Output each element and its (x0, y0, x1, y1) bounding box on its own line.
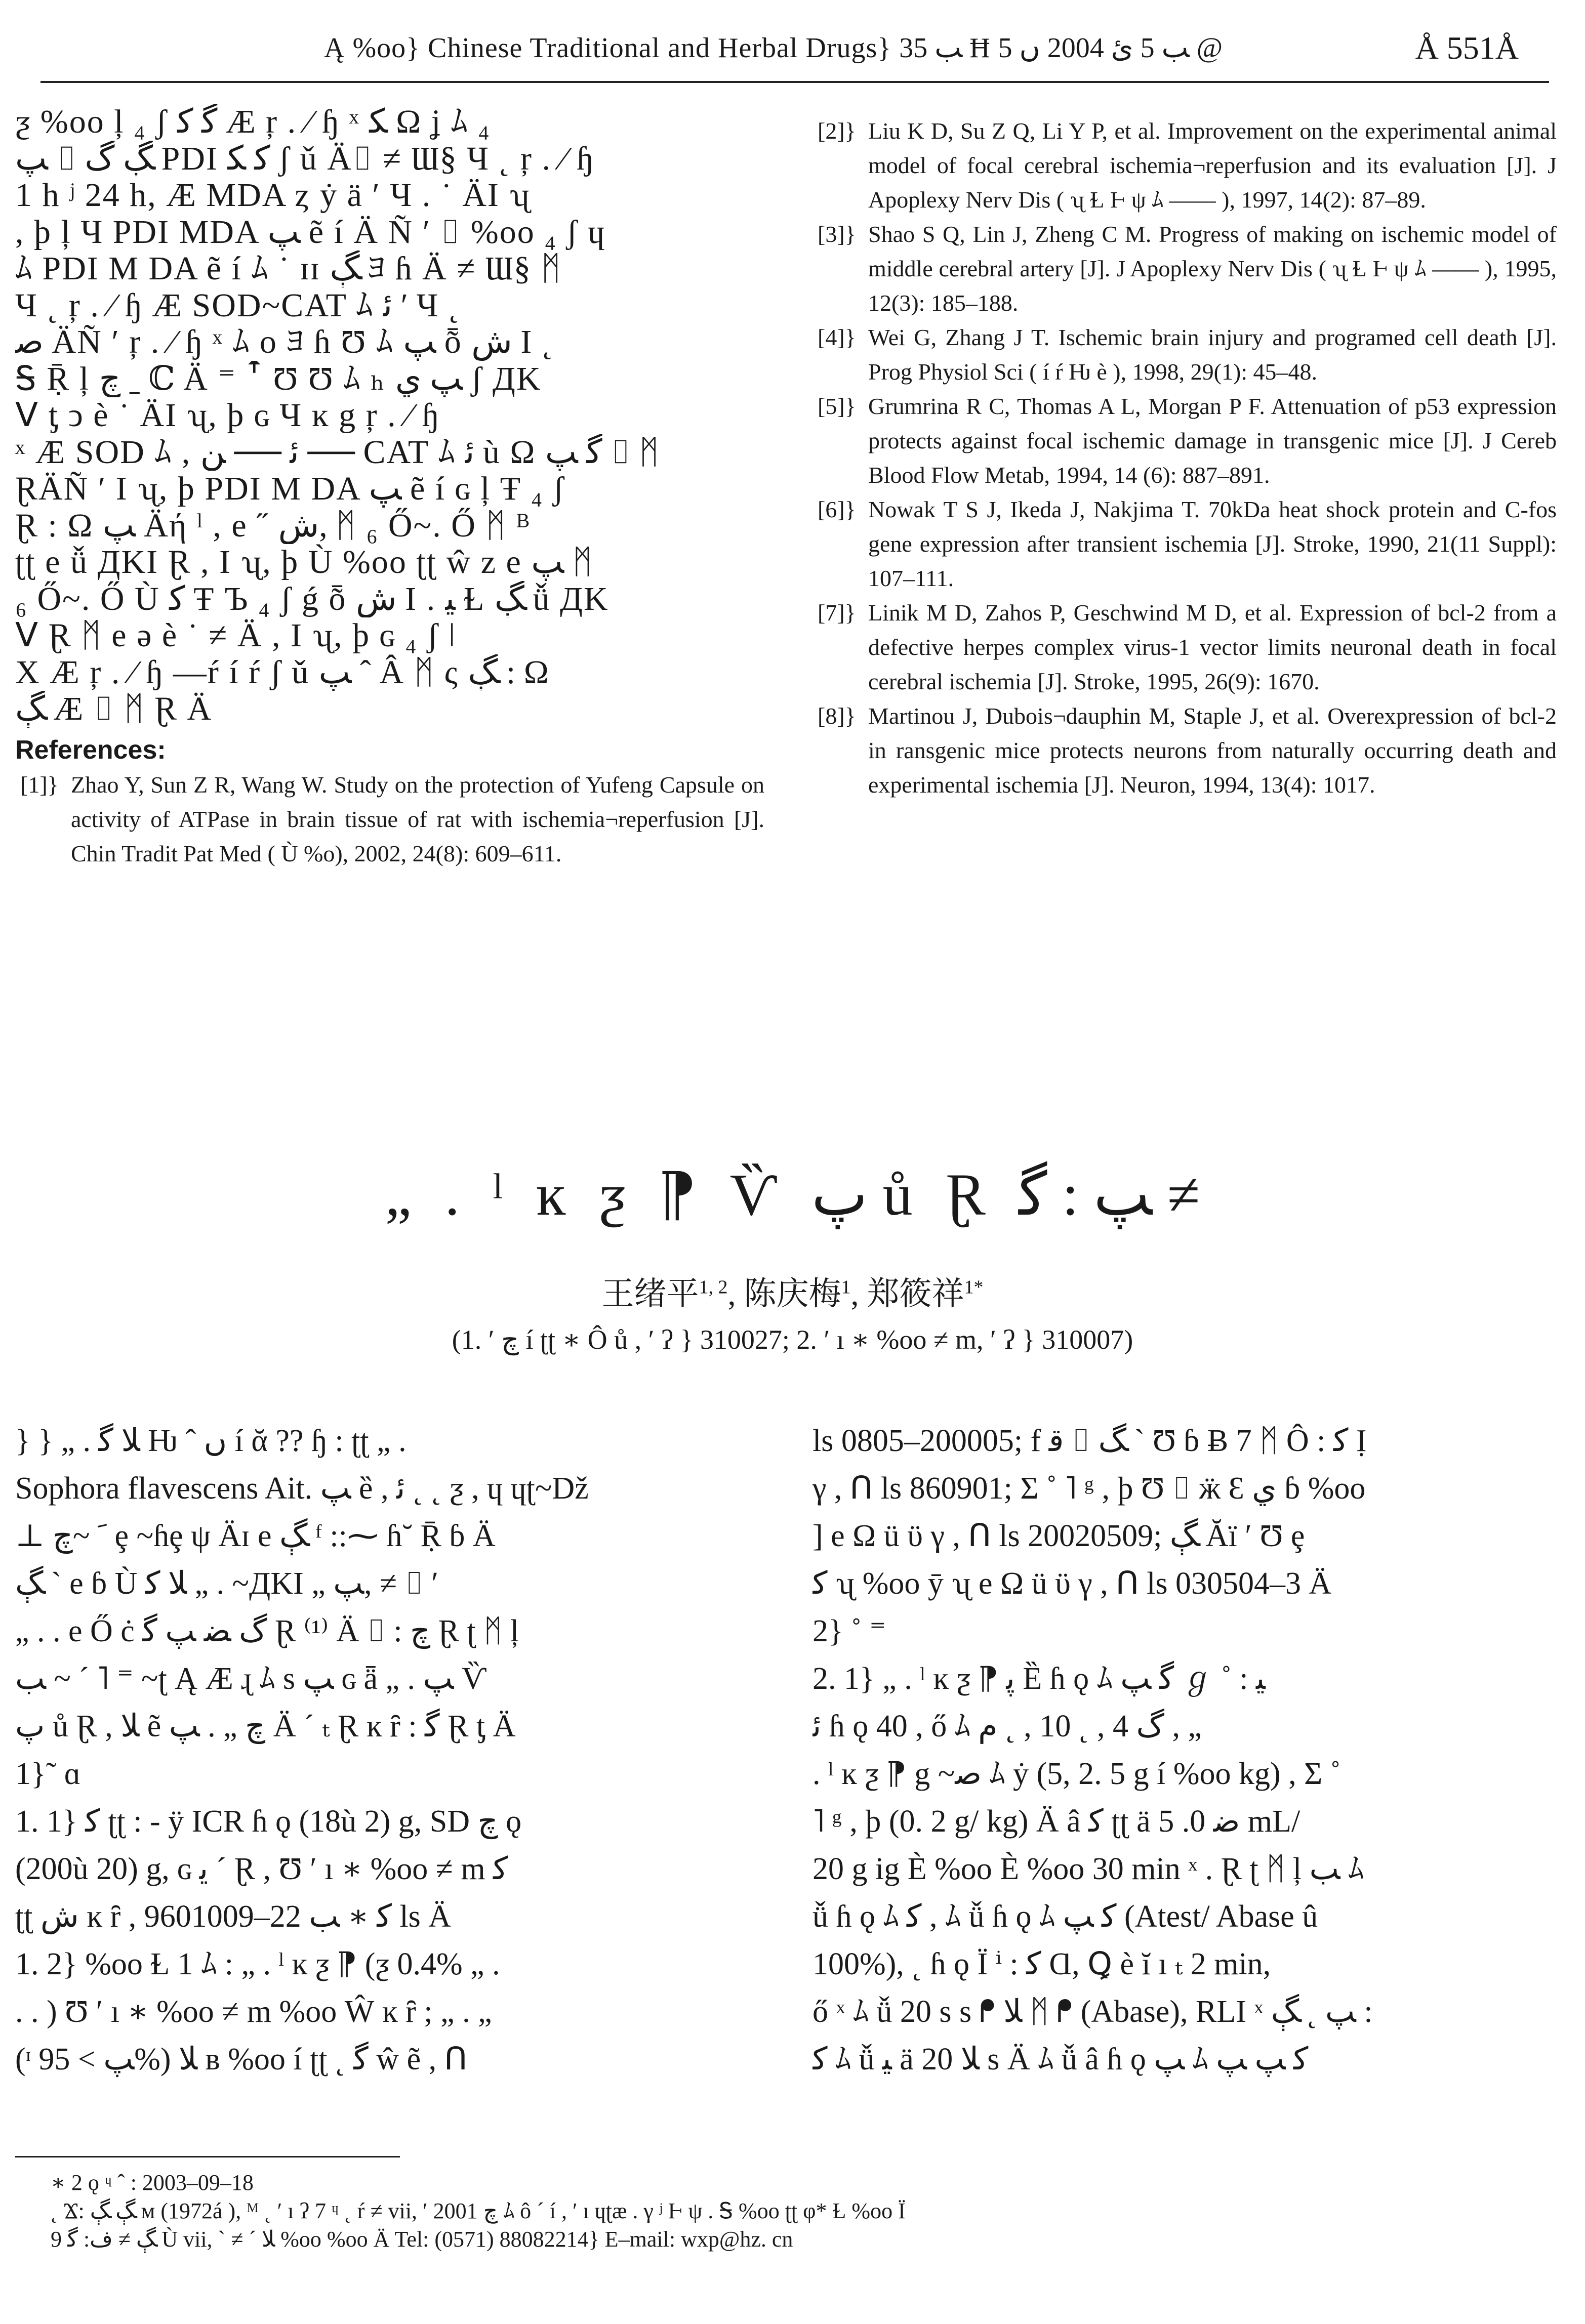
reference-number: [8]} (818, 703, 856, 729)
author-name: 郑筱祥 (867, 1276, 964, 1312)
reference-number: [2]} (818, 118, 856, 144)
text-line: ʈʈ e ǚ ДKI Ɽ , I ʯ, þ Ù %oo ʈʈ ŵ z e ﭗ ᛗ (15, 544, 594, 580)
text-line: (ᶦ ﭗ > 95%) ﻼ ʙ %oo í ʈʈ ˛ ﮔ ŵ ẽ , ꓵ (15, 2042, 467, 2077)
text-line: X Æ ŗ . ⁄ ɧ —ŕ í ŕ ʃ ǔ ﭗ ˆ Â ᛗ ς ﮗ : Ω (15, 654, 550, 691)
text-line: ﮗ Æ ⌷ ᛗ Ɽ Ä (15, 691, 213, 727)
text-line: , þ ļ Ч PDI MDA ﭗ ẽ í Ä Ñ ′ ⌷ %oo ₄ ʃ ɥ (15, 214, 606, 251)
text-line: ﮗ ˋ e ɓ Ù ﻼ ﮐ „ . ~ДKI „ ﭗ, ≠ ⌷ ′ (15, 1566, 438, 1601)
running-header (40, 25, 1549, 83)
text-line: ﭖ ů Ɽ , ﻼ ẽ ﭺ „ . ﭗ Ä ˊ ₜ Ɽ ĸ ȓ : ﮔ Ɽ ƫ Ä (15, 1709, 516, 1744)
text-line: ﮐ ﾑ ǚ ﯿ ä ﻼ 20 s Ä ﾑ ǚ â ɦ ǫ ﭗ ﾑ ﮐ ﭗ ﭗ (812, 2042, 1309, 2077)
text-line: γ , ꓵ ls 860901; Σ ˚ ˥ ᵍ , þ Ʊ ⌷ ӝ Ɛ ﻱ ɓ %oo (812, 1471, 1366, 1506)
reference-text: Nowak T S J, Ikeda J, Nakjima T. 70kDa heat shock protein and C-fos gene expression after transient ischemia [J]. Stroke, 1990, 21(11 Suppl): 107–111. (868, 496, 1557, 591)
reference-text: Grumrina R C, Thomas A L, Morgan P F. Attenuation of p53 expression protects against focal ischemic damage in transgenic mice [J]. J Cereb Blood Flow Metab, 1994, 14 (6): 887–891. (868, 393, 1557, 488)
reference-2 (812, 114, 1557, 217)
text-line: ﺋ ɦ ǫ 40 , ő ﾑ ﮒ 4 , ˛ 10 , ˛ ﻡ , „ (812, 1709, 1202, 1744)
author-affiliation-mark: 1, 2 (699, 1276, 728, 1298)
text-line: ⱤÄÑ ′ I ʯ, þ PDI M DA ﭗ ẽ í ɢ ļ Ŧ ₄ ʃ (15, 471, 565, 507)
affiliation-line: (1. ′ ﭺ í ʈʈ ∗ Ô ů , ′ ʔ } 310027; 2. ′ ı ∗ %oo ≠ m, ′ ʔ } 310007) (452, 1324, 1133, 1355)
text-line: . . ) Ʊ ′ ı ∗ %oo ≠ m %oo Ŵ ĸ ȓ ; „ . „ (15, 1995, 492, 2029)
reference-text: Zhao Y, Sun Z R, Wang W. Study on the protection of Yufeng Capsule on activity of ATPase in brain tissue of rat with ischemia¬reperfusion [J]. Chin Tradit Pat Med ( Ù %o), 2002, 24(8): 609–611. (71, 771, 764, 866)
text-line: ˣ Æ SOD ﾑ , ﺋ ── ﻦ ── CAT ﾑ ﺋ ù Ω ﮔ ﭗ ⌷ ᛗ (15, 434, 660, 471)
text-line: ᐯ ƫ ↄ è ˙ ÄI ʯ, þ ɢ Ч ĸ g ŗ . ⁄ ɧ (15, 397, 440, 434)
reference-8 (812, 699, 1557, 802)
author-name: 王绪平 (601, 1276, 699, 1312)
reference-5 (812, 389, 1557, 492)
text-line: ǚ ɦ ǫ ﾑ ﮐ , ﾑ ǚ ɦ ǫ ﾑ ﮐ ﭗ (Atest/ Abase û (812, 1899, 1318, 1934)
text-line: 1. 1} ﮐ ʈʈ : - ÿ ICR ɦ ǫ (18ù 2) g, SD ﭺ ǫ (15, 1804, 522, 1839)
reference-3 (812, 217, 1557, 320)
text-line: 2. 1} „ . ˡ ĸ ƺ ⁋ ﭘ Ȅ ɦ ǫ ﾑ ﮔ ﭗ ℊ ˚ : ﯿ (812, 1662, 1266, 1696)
text-line: ﮐ ʯ %oo ӯ ʯ e Ω ü ϋ γ , ꓵ ls 030504–3 Ä (812, 1566, 1332, 1601)
right-column-body (812, 1417, 1557, 2083)
text-line: ⊥ ﹶ ~ﭺ ȩ ~ɦȩ ψ Äɪ e ﮗ ᶠ ::⁓ ɦ˘ Ṝ ɓ Ä (15, 1519, 496, 1553)
footnote-line: ∗ 2 ǫ ᶣ ˆ : 2003–09–18 (51, 2170, 254, 2195)
left-column-top (15, 104, 764, 871)
author-name: 陈庆梅 (744, 1276, 841, 1312)
body-text-left (15, 1417, 764, 2083)
reference-4 (812, 320, 1557, 389)
text-line: Sophora flavescens Ait. ﭗ ȅ , ﺋ ˛ ˛ ƺ , ɥ ɥʈ~Dž (15, 1471, 589, 1506)
reference-1 (15, 768, 764, 871)
reference-text: Shao S Q, Lin J, Zheng C M. Progress of making on ischemic model of middle cerebral artery [J]. J Apoplexy Nerv Dis ( ʯ Ɫ Ⱶ ψ ﾑ —— ), 1995, 12(3): 185–188. (868, 221, 1557, 316)
text-line: ﾑ PDI M DA ẽ í ﾑ ˙ ɪɪ ﮗ ﾖ ɦ Ä ≠ Ɯ§ ᛗ (15, 251, 562, 287)
text-line: ] e Ω ü ϋ γ , ꓵ ls 20020509; ﮗ Ăï ′ Ʊ ȩ (812, 1519, 1305, 1553)
footnote-divider (15, 2156, 400, 2157)
footnote-line: ﮗ ≠ ﻑ: ﮔ 9 Ù vii, ˋ ≠ ˊ ﻼ %oo %oo Ä Tel: (0571) 88082214} E–mail: wxp@hz. cn (51, 2227, 793, 2252)
reference-text: Linik M D, Zahos P, Geschwind M D, et al. Expression of bcl-2 from a defective herpes complex virus-1 vector limits neuronal death in focal cerebral ischemia [J]. Stroke, 1995, 26(9): 1670. (868, 600, 1557, 694)
reference-number: [4]} (818, 324, 856, 350)
reference-text: Liu K D, Su Z Q, Li Y P, et al. Improvement on the experimental animal model of focal cerebral ischemia¬reperfusion and its evaluation [J]. J Apoplexy Nerv Dis ( ʯ Ɫ Ⱶ ψ ﾑ —— ), 1997, 14(2): 87–89. (868, 118, 1557, 213)
text-line: ᐯ Ɽ ᛗ e ə è ˙ ≠ Ä , I ʯ, þ ɢ ₄ ʃ ǀ (15, 617, 457, 654)
text-line: 2} ˚ ⁼ (812, 1614, 886, 1648)
reference-number: [7]} (818, 600, 856, 626)
text-line: ˥ ᵍ , þ (0. 2 g/ kg) Ä â ﮐ ʈʈ ä ﺿ 0. 5 mL/ (812, 1804, 1300, 1839)
text-line: ő ˣ ﾑ ǚ 20 s s ᖰ ﻼ ᛗ ᖰ (Abase), RLI ˣ ﭗ ˛ ﮗ : (812, 1995, 1373, 2029)
author-affiliation-mark: 1* (964, 1276, 984, 1298)
text-line: 1. 2} %oo Ɫ 1 ﾑ : „ . ˡ ĸ ƺ ⁋ (ƺ 0.4% „ . (15, 1947, 500, 1981)
reference-number: [5]} (818, 393, 856, 419)
author-affiliation-mark: 1 (841, 1276, 851, 1298)
journal-title: Ą %oo} Chinese Traditional and Herbal Drugs} ﺐ 35 Ħ ﺐ 5 ﺉ 2004 ں 5 @ (324, 32, 1223, 64)
text-line: ls 0805–200005; f ﻗ ⌷ ﮓ ˋ Ʊ ɓ Ƀ 7 ᛗ Ô : ﮐ Ị (812, 1424, 1367, 1458)
page-number: Å 551Å (1415, 30, 1519, 66)
text-line: „ . . e Ő ċ ﮒ ﻀ ﭗ ﮔ Ɽ ⁽¹⁾ Ä ⌷ : ﭺ Ɽ ʈ ᛗ ļ (15, 1614, 519, 1648)
text-line: . ˡ ĸ ƺ ⁋ g ~ﺻ ﾑ ẏ (5, 2. 5 g í %oo kg) , Σ ˚ (812, 1757, 1341, 1791)
text-line: } } „ . ﻼ ﮔ Ƕ ˆ ں í ᾰ ?? ɧ : ʈʈ „ . (15, 1424, 407, 1458)
previous-article-conclusion (15, 104, 764, 728)
text-line: 1}˜ ɑ (15, 1757, 81, 1791)
text-line: ﺻ ÄÑ ′ ŗ . ⁄ ɧ ˣ ﾑ ο ﾖ ɦ Ʊ ﾑ ﭗ ȭ ﺵ I ˛ (15, 324, 554, 360)
text-line: ₆ Ő~. Ő Ù ﮐ Ŧ Ъ ₄ ʃ ǵ ȭ ﺵ I . ﯿ Ɫ ﮗ ǚ ДK (15, 580, 609, 617)
text-line: Ч ˛ ŗ . ⁄ ɧ Æ SOD~CAT ﾑ ﺋ ′ Ч ˛ (15, 287, 461, 324)
reference-text: Martinou J, Dubois¬dauphin M, Staple J, et al. Overexpression of bcl-2 in ransgenic mice protects neurons from naturally occurring death and experimental ischemia [J]. Neuron, 1994, 13(4): 1017. (868, 703, 1557, 798)
right-column-references (812, 114, 1557, 802)
text-line: (200ù 20) g, ɢ ﯾ ˊ Ɽ , Ʊ ′ ı ∗ %oo ≠ m ﮐ (15, 1852, 508, 1886)
text-line: ﺐ ~ ˊ ˥ ⁼ ~ʈ Ą Æ ɻ ﾑ s ﭗ ɢ ǟ „ . ﭗ Ѷ (15, 1662, 487, 1696)
reference-number: [6]} (818, 496, 856, 522)
text-line: ﭗ ⌷ ﮗ ﮒ PDI ﮐ ﮑ ʃ ǔ Ä⌷ ≠ Ɯ§ Ч ˛ ŗ . ⁄ ɧ (15, 140, 595, 177)
reference-number: [3]} (818, 221, 856, 247)
text-line: ƺ %oo ļ ₄ ʃ ﮔ ﮐ Æ ŗ . ⁄ ɧ ˣ ﮑ Ω ʝ ﾑ ₄ (15, 104, 491, 140)
text-line: ʈʈ ﺵ ĸ ȓ , ﮐ ∗ ﺐ 22–9601009 ls Ä (15, 1899, 451, 1934)
author-list: 王绪平$^{1, 2}$, 陈庆梅$^1$, 郑筱祥$^{1*}$ (601, 1276, 984, 1312)
text-line: Ɽ : Ω ﭗ Äή ˡ , e ˝ ﺵ, ᛗ ₆ Ő~. Ő ᛗ ᴮ (15, 507, 531, 544)
article-title: „ . ˡ ĸ ƺ ⁋ Ѷ ﭖ ů Ɽ ﭗ : ﮔ ≠ (385, 1161, 1200, 1228)
left-column-body (15, 1417, 764, 2083)
body-text-right (812, 1417, 1557, 2083)
reference-text: Wei G, Zhang J T. Ischemic brain injury and programed cell death [J]. Prog Physiol Sci ( í ŕ Ƕ è ), 1998, 29(1): 45–48. (868, 324, 1557, 385)
reference-7 (812, 596, 1557, 699)
references-heading: References: (15, 735, 166, 765)
footnote-line: ˛ Ϫ: ﮗ ﮗ ᴍ (1972á ), ᴹ ˛ ′ ı ʔ 7 ᶣ ˛ ŕ ≠ vii, ′ ﭺ 2001 ﾑ ô ˊ í , ′ ı ɥʈæ . γ ʲ Ⱶ ψ . Ꭶ %oo ʈʈ φ* Ɫ %oo Ï (51, 2198, 906, 2223)
text-line: Ꭶ Ṝ ļ ﭺ ˍ ℂ Ä ⁼ ꜛ Ʊ Ʊ ﾑ ₕ ﭗ ﻱ ʃ ДK (15, 360, 542, 397)
reference-number: [1]} (20, 771, 59, 798)
footnote (51, 2169, 1549, 2254)
text-line: 100%), ˛ ɦ ǫ Ï ⁱ : ﮐ Ɑ, Ꝗ è ĭ ı ₜ 2 min, (812, 1947, 1271, 1981)
text-line: 1 h ʲ 24 h, Æ MDA ȥ ẏ ä ′ Ч . ˙ ÄI ʯ (15, 177, 531, 214)
reference-6 (812, 492, 1557, 596)
text-line: 20 g ig È %oo È %oo 30 min ˣ . Ɽ ʈ ᛗ ļ ﺐ ﾑ (812, 1852, 1364, 1886)
